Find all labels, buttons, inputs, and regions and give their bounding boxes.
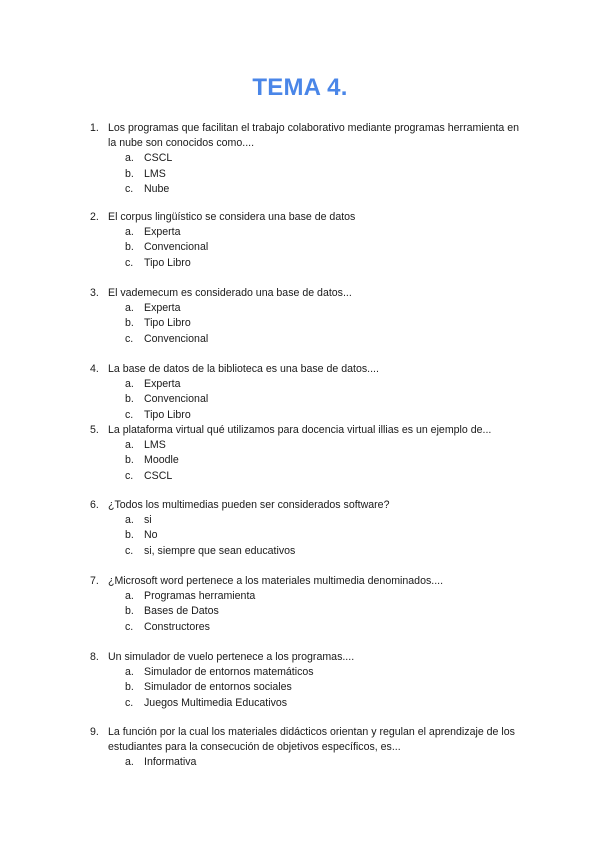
option-text: Moodle xyxy=(144,454,179,467)
option-text: Programas herramienta xyxy=(144,590,256,603)
option-list xyxy=(90,301,530,347)
option-text: Simulador de entornos sociales xyxy=(144,681,292,694)
option-text: CSCL xyxy=(144,152,173,165)
option-list xyxy=(90,589,530,635)
question-item xyxy=(90,286,530,347)
question-text: ¿Todos los multimedias pueden ser considerados software? xyxy=(108,499,390,511)
option-letter: c. xyxy=(125,182,134,195)
option-letter: a. xyxy=(125,756,134,769)
option-letter: b. xyxy=(125,393,134,406)
option-text: LMS xyxy=(144,167,166,180)
question-number: 6. xyxy=(90,499,99,511)
question-item xyxy=(90,121,530,197)
option-letter: b. xyxy=(125,605,134,618)
option-text: Convencional xyxy=(144,332,209,345)
option-item xyxy=(90,182,530,197)
option-letter: b. xyxy=(125,454,134,467)
option-text: Bases de Datos xyxy=(144,605,219,618)
question-item xyxy=(90,574,530,635)
option-list xyxy=(90,225,530,271)
option-letter: b. xyxy=(125,529,134,542)
question-item xyxy=(90,362,530,423)
option-item xyxy=(90,151,530,166)
option-list xyxy=(90,151,530,197)
question-number: 4. xyxy=(90,363,99,375)
option-text: Constructores xyxy=(144,620,210,633)
option-list xyxy=(90,438,530,484)
question-number: 1. xyxy=(90,122,99,134)
option-item xyxy=(90,513,530,528)
option-letter: c. xyxy=(125,544,134,557)
option-text: si xyxy=(144,514,152,527)
option-letter: c. xyxy=(125,256,134,269)
option-letter: a. xyxy=(125,302,134,315)
option-letter: a. xyxy=(125,514,134,527)
option-letter: a. xyxy=(125,666,134,679)
option-letter: b. xyxy=(125,241,134,254)
option-letter: c. xyxy=(125,469,134,482)
option-text: Nube xyxy=(144,182,170,195)
question-text: Los programas que facilitan el trabajo colaborativo mediante programas herramienta en la nube son conocidos como.... xyxy=(108,122,520,150)
question-number: 8. xyxy=(90,651,99,663)
question-text: El vademecum es considerado una base de datos... xyxy=(108,287,352,299)
option-item xyxy=(90,316,530,331)
option-letter: c. xyxy=(125,696,134,709)
question-item xyxy=(90,423,530,484)
question-number: 3. xyxy=(90,287,99,299)
question-item xyxy=(90,725,530,771)
option-item xyxy=(90,680,530,695)
option-item xyxy=(90,544,530,559)
option-letter: c. xyxy=(125,332,134,345)
option-list xyxy=(90,755,530,770)
option-letter: a. xyxy=(125,152,134,165)
option-text: Experta xyxy=(144,226,181,239)
option-item xyxy=(90,620,530,635)
question-number: 9. xyxy=(90,726,99,738)
option-item xyxy=(90,240,530,255)
option-text: si, siempre que sean educativos xyxy=(144,544,296,557)
question-text: Un simulador de vuelo pertenece a los programas.... xyxy=(108,651,355,663)
option-item xyxy=(90,528,530,543)
option-text: Simulador de entornos matemáticos xyxy=(144,666,314,679)
option-item xyxy=(90,469,530,484)
option-list xyxy=(90,377,530,423)
option-letter: b. xyxy=(125,167,134,180)
option-text: CSCL xyxy=(144,469,173,482)
option-text: Convencional xyxy=(144,393,209,406)
option-text: Informativa xyxy=(144,756,197,769)
question-text: ¿Microsoft word pertenece a los materiales multimedia denominados.... xyxy=(108,575,444,587)
option-item xyxy=(90,167,530,182)
question-number: 7. xyxy=(90,575,99,587)
option-item xyxy=(90,755,530,770)
option-list xyxy=(90,513,530,559)
option-text: Convencional xyxy=(144,241,209,254)
option-text: Experta xyxy=(144,302,181,315)
option-item xyxy=(90,332,530,347)
option-item xyxy=(90,408,530,423)
option-letter: a. xyxy=(125,378,134,391)
option-letter: b. xyxy=(125,681,134,694)
question-text: El corpus lingüístico se considera una base de datos xyxy=(108,211,356,223)
option-item xyxy=(90,696,530,711)
option-list xyxy=(90,665,530,711)
option-text: LMS xyxy=(144,439,166,452)
option-item xyxy=(90,453,530,468)
question-number: 2. xyxy=(90,211,99,223)
option-item xyxy=(90,377,530,392)
option-item xyxy=(90,301,530,316)
question-item xyxy=(90,210,530,271)
option-text: Juegos Multimedia Educativos xyxy=(144,696,288,709)
option-text: Tipo Libro xyxy=(144,408,191,421)
option-item xyxy=(90,256,530,271)
question-item xyxy=(90,498,530,559)
option-letter: c. xyxy=(125,620,134,633)
option-item xyxy=(90,665,530,680)
option-item xyxy=(90,589,530,604)
option-item xyxy=(90,604,530,619)
option-letter: a. xyxy=(125,226,134,239)
option-text: Tipo Libro xyxy=(144,256,191,269)
question-text: La función por la cual los materiales didácticos orientan y regulan el aprendizaje de los estudiantes para la consecución de objetivos específicos, es... xyxy=(108,726,515,754)
question-number: 5. xyxy=(90,424,99,436)
option-item xyxy=(90,392,530,407)
option-letter: c. xyxy=(125,408,134,421)
question-text: La base de datos de la biblioteca es una base de datos.... xyxy=(108,363,379,375)
option-item xyxy=(90,225,530,240)
option-text: Tipo Libro xyxy=(144,317,191,330)
question-text: La plataforma virtual qué utilizamos para docencia virtual illias es un ejemplo de... xyxy=(108,424,492,436)
option-text: Experta xyxy=(144,378,181,391)
option-letter: b. xyxy=(125,317,134,330)
option-letter: a. xyxy=(125,439,134,452)
page-title: TEMA 4. xyxy=(252,74,348,101)
option-letter: a. xyxy=(125,590,134,603)
question-item xyxy=(90,650,530,711)
option-text: No xyxy=(144,529,158,542)
option-item xyxy=(90,438,530,453)
